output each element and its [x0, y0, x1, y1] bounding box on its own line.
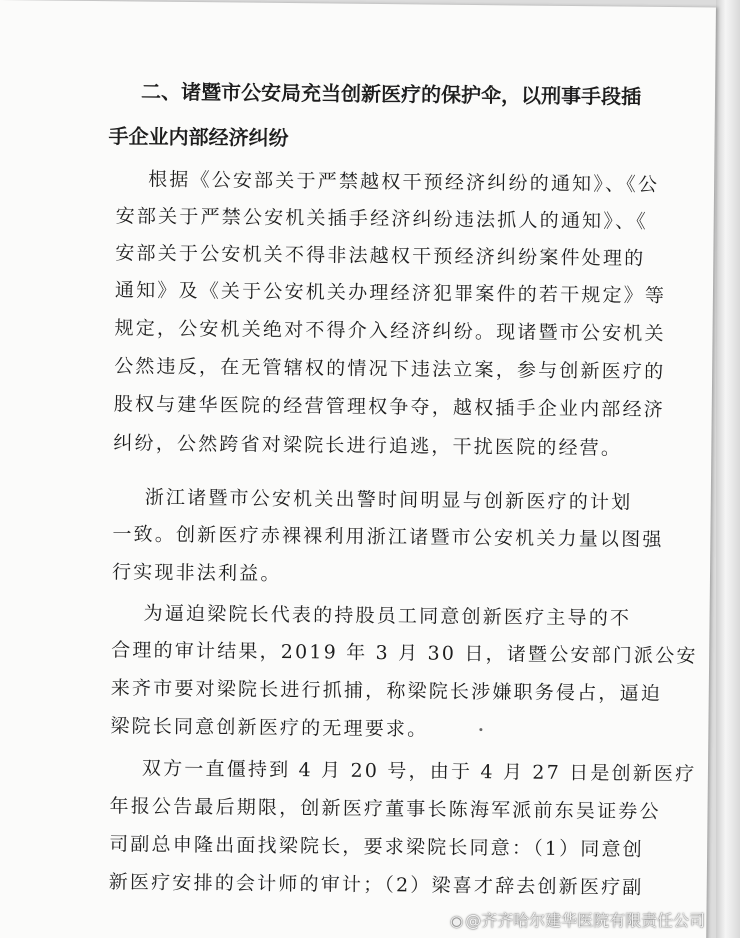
paragraph-4-line: 司副总申隆出面找梁院长，要求梁院长同意：（1）同意创: [109, 833, 645, 861]
paragraph-3-line: 来齐市要对梁院长进行抓捕，称梁院长涉嫌职务侵占，逼迫: [110, 677, 663, 705]
scan-edge-shadow: [716, 0, 740, 938]
paragraph-4-line: 年报公告最后期限，创新医疗董事长陈海军派前东吴证券公: [109, 795, 661, 823]
paragraph-1-line: 股权与建华医院的经营管理权争夺，越权插手企业内部经济: [113, 393, 666, 421]
section-heading-line-2: 手企业内部经济纠纷: [108, 124, 289, 151]
section-heading-line-1: 二、诸暨市公安局充当创新医疗的保护伞，以刑事手段插: [140, 79, 642, 109]
paragraph-1-line: 根据《公安部关于严禁越权干预经济纠纷的通知》、《公: [148, 168, 660, 196]
paragraph-1-line: 安部关于严禁公安机关插手经济纠纷违法抓人的通知》、《: [115, 205, 649, 233]
paragraph-3-line: 梁院长同意创新医疗的无理要求。: [110, 715, 429, 741]
paragraph-4-line: 新医疗安排的会计师的审计；（2）梁喜才辞去创新医疗副: [108, 871, 644, 899]
weibo-watermark: [450, 908, 705, 931]
watermark-text: @齐齐哈尔建华医院有限责任公司: [465, 911, 706, 930]
paragraph-2-line: 浙江诸暨市公安机关出警时间明显与创新医疗的计划: [144, 486, 633, 514]
paragraph-2-line: 一致。创新医疗赤裸裸利用浙江诸暨市公安机关力量以图强: [112, 523, 664, 551]
paragraph-3-line: 为逼迫梁院长代表的持股员工同意创新医疗主导的不: [143, 602, 632, 630]
paragraph-1-line: 安部关于公安机关不得非法越权干预经济纠纷案件处理的: [115, 242, 646, 270]
paragraph-4-line: 双方一直僵持到 4 月 20 号，由于 4 月 27 日是创新医疗: [141, 757, 697, 786]
scan-speck: [479, 728, 482, 731]
weibo-icon: ◉: [450, 912, 464, 930]
paragraph-1-line: 通知》及《关于公安机关办理经济犯罪案件的若干规定》等: [114, 279, 667, 307]
paragraph-1-line: 规定，公安机关绝对不得介入经济纠纷。现诸暨市公安机关: [114, 317, 666, 345]
paragraph-3-line: 合理的审计结果，2019 年 3 月 30 日，诸暨公安部门派公安: [111, 639, 698, 668]
paragraph-1-line: 纠纷，公然跨省对梁院长进行追逃，干扰医院的经营。: [113, 432, 623, 460]
paragraph-1-line: 公然违反，在无管辖权的情况下违法立案，参与创新医疗的: [114, 355, 666, 383]
paragraph-2-line: 行实现非法利益。: [111, 561, 282, 585]
